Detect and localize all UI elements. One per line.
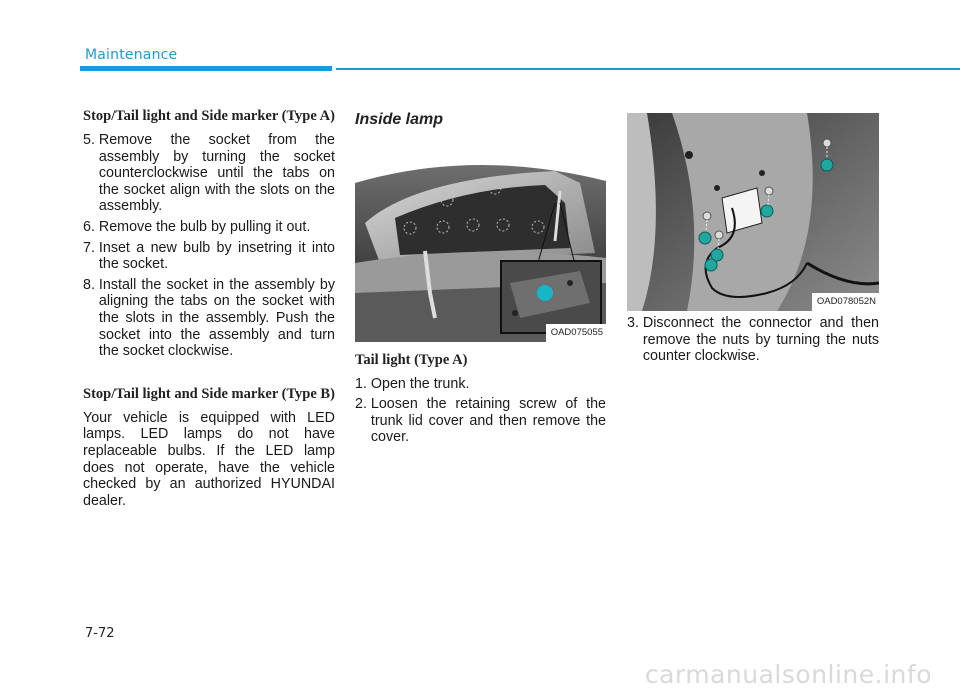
figure-code-label: OAD078052N — [812, 293, 879, 311]
step-text: Remove the bulb by pulling it out. — [98, 218, 311, 235]
lamp-nuts-drawing — [627, 113, 879, 311]
step-2 — [355, 396, 606, 446]
step-text: Loosen the retaining screw of the trunk lid cover and then remove the cover. — [370, 396, 606, 446]
figure-code-label: OAD075055 — [546, 324, 606, 342]
lamp-nuts-illustration — [627, 113, 879, 311]
trunk-lid-illustration — [355, 143, 606, 342]
section-title: Maintenance — [85, 47, 178, 63]
step-number: 6. — [83, 218, 99, 235]
trunk-lid-drawing — [355, 143, 606, 342]
step-text: Disconnect the connector and then remove the nuts by turning the nuts counter clockwise. — [642, 315, 879, 365]
watermark: carmanualsonline.info — [644, 660, 932, 689]
step-number: 2. — [355, 396, 371, 413]
step-6 — [83, 219, 335, 236]
body-type-b: Your vehicle is equipped with LED lamps. LED lamps do not have replaceable bulbs. If the LED lamp does not operate, have the vehicle checked by an authorized HYUNDAI dealer. — [83, 409, 335, 509]
step-number: 5. — [83, 132, 99, 148]
step-number: 7. — [83, 239, 99, 256]
heading-tail-light-type-a: Tail light (Type A) — [355, 351, 468, 368]
step-3 — [627, 315, 879, 365]
heading-type-b: Stop/Tail light and Side marker (Type B) — [83, 385, 335, 402]
column-left — [83, 108, 335, 509]
heading-type-a: Stop/Tail light and Side marker (Type A) — [83, 108, 335, 124]
header-rule-thin — [336, 68, 960, 70]
column-middle — [355, 108, 606, 450]
step-number: 3. — [627, 315, 643, 331]
step-5 — [83, 132, 335, 215]
page-number: 7-72 — [85, 626, 115, 641]
section-heading-inside-lamp: Inside lamp — [355, 111, 444, 128]
step-7 — [83, 240, 335, 273]
step-text: Install the socket in the assembly by aligning the tabs on the socket with the slots in the assembly. Push the socket into the assembly and turn the socket clockwise. — [98, 276, 335, 360]
step-8 — [83, 277, 335, 360]
column-right — [627, 113, 879, 369]
step-text: Remove the socket from the assembly by turning the socket counterclockwise until the tabs on the socket align with the slots on the assembly. — [98, 132, 335, 215]
step-1 — [355, 376, 606, 393]
step-number: 1. — [355, 375, 371, 392]
step-text: Inset a new bulb by insetring it into the socket. — [98, 239, 335, 273]
step-number: 8. — [83, 276, 99, 293]
step-text: Open the trunk. — [370, 375, 470, 392]
header-rule-thick — [80, 66, 332, 71]
